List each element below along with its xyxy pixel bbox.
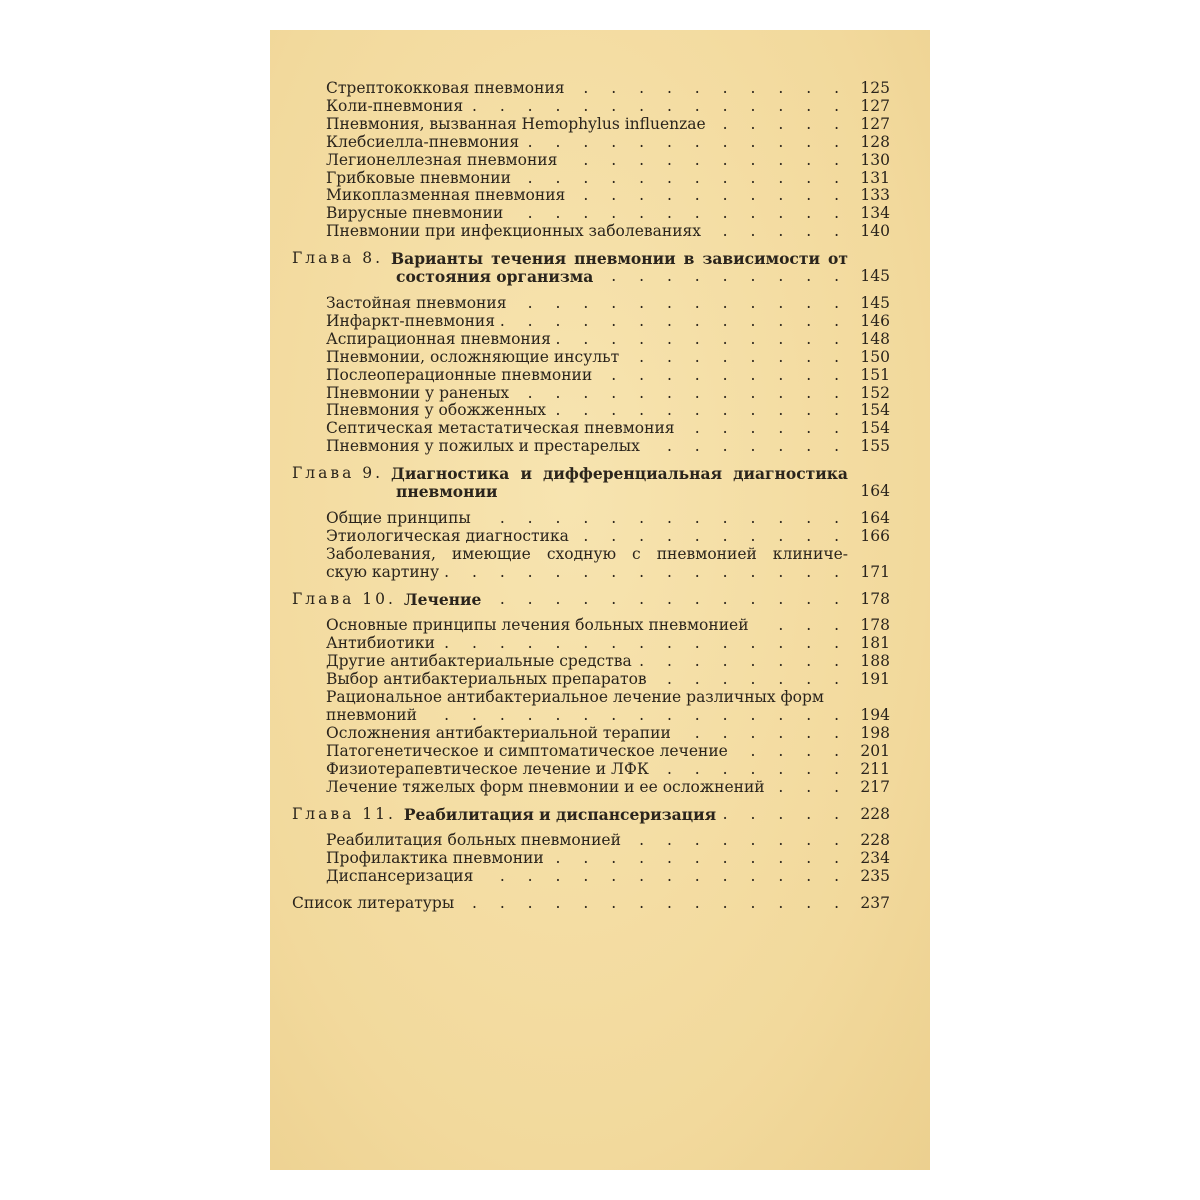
- toc-entry: [292, 635, 890, 653]
- dot-leader: [525, 134, 848, 152]
- toc-entry: [292, 385, 890, 403]
- title-word: зависимости: [702, 249, 820, 269]
- title-word: от: [828, 249, 848, 269]
- title-word: Заболевания,: [326, 544, 436, 563]
- toc-entry-page: 198: [860, 723, 890, 742]
- title-word: с: [632, 544, 641, 563]
- toc-entry-title: Микоплазменная пневмония: [326, 186, 566, 205]
- toc-entry-page: 152: [860, 383, 890, 402]
- toc-entry: [292, 295, 890, 313]
- dot-leader: [655, 761, 848, 779]
- toc-entry-title: Пневмония, вызванная Hemophylus influenzae: [326, 114, 706, 133]
- dot-leader: [598, 367, 848, 385]
- toc-entry: [292, 617, 890, 635]
- toc-entry-title: Профилактика пневмонии: [326, 849, 544, 868]
- toc-entry-page: 151: [860, 365, 890, 384]
- toc-section-ch10-items: [292, 617, 890, 689]
- toc-entry-page: 148: [860, 329, 890, 348]
- toc-entry-title: Грибковые пневмонии: [326, 168, 511, 187]
- toc-entry-title: Другие антибактериальные средства: [326, 652, 632, 671]
- dot-leader: [479, 868, 848, 886]
- chapter-9-title-line2: [292, 483, 890, 501]
- dot-leader: [487, 591, 848, 609]
- toc-entry-page: 155: [860, 437, 890, 456]
- title-word: Диагностика: [391, 464, 510, 484]
- dot-leader: [681, 420, 848, 438]
- toc-entry: [292, 653, 890, 671]
- toc-entry: [292, 313, 890, 331]
- toc-entry: [292, 205, 890, 223]
- toc-entry: [292, 850, 890, 868]
- toc-entry: [292, 743, 890, 761]
- chapter-8-label: Глава 8.: [292, 249, 384, 268]
- toc-entry-wrapped-line1: Рациональное антибактериальное лечение различных форм: [326, 688, 824, 707]
- toc-entry: [292, 331, 890, 349]
- dot-leader: [501, 313, 848, 331]
- dot-leader: [571, 80, 848, 98]
- bibliography-page: 237: [860, 894, 890, 913]
- toc-entry: [292, 223, 890, 241]
- toc-entry-page: 188: [860, 652, 890, 671]
- toc-entry: [292, 671, 890, 689]
- dot-leader: [552, 402, 848, 420]
- toc-entry-title: Пневмонии при инфекционных заболеваниях: [326, 222, 702, 241]
- chapter-8-title-line2: [292, 268, 890, 286]
- toc-chapter-8: [292, 250, 890, 286]
- dot-leader: [653, 671, 848, 689]
- toc-entry-title: Застойная пневмония: [326, 293, 507, 312]
- dot-leader: [771, 779, 848, 797]
- toc-entry-page: 217: [860, 777, 890, 796]
- bibliography-title: Список литературы: [292, 894, 455, 913]
- toc-entry-title: Осложнения антибактериальной терапии: [326, 723, 671, 742]
- dot-leader: [460, 895, 848, 913]
- toc-entry-wrapped-ch9: [292, 546, 890, 582]
- toc-entry-page: 211: [860, 759, 890, 778]
- toc-entry: [292, 420, 890, 438]
- dot-leader: [625, 349, 848, 367]
- toc-entry-title: Лечение тяжелых форм пневмонии и ее осложнений: [326, 777, 765, 796]
- toc-entry: [292, 80, 890, 98]
- toc-entry-page: 171: [860, 562, 890, 581]
- title-word: имеющие: [451, 544, 531, 563]
- dot-leader: [707, 223, 848, 241]
- toc-entry-page: 201: [860, 741, 890, 760]
- dot-leader: [563, 152, 848, 170]
- title-word: Варианты: [391, 249, 484, 269]
- dot-leader: [517, 170, 848, 188]
- toc-entry-page: 146: [860, 311, 890, 330]
- chapter-10-page: 178: [860, 589, 890, 608]
- dot-leader: [550, 850, 848, 868]
- toc-entry-title: Реабилитация больных пневмонией: [326, 831, 621, 850]
- toc-section-ch7-items: [292, 80, 890, 241]
- title-word: и: [520, 464, 532, 484]
- toc-entry-page: 130: [860, 150, 890, 169]
- toc-entry: [292, 438, 890, 456]
- toc-entry-title: Общие принципы: [326, 508, 471, 527]
- dot-leader: [722, 806, 848, 824]
- dot-leader: [512, 295, 848, 313]
- toc-entry-title: Диспансеризация: [326, 867, 474, 886]
- toc-entry: [292, 170, 890, 188]
- toc-entry-title: Легионеллезная пневмония: [326, 150, 558, 169]
- dot-leader: [638, 653, 848, 671]
- toc-entry: [292, 402, 890, 420]
- chapter-8-title-line1: [292, 250, 890, 268]
- toc-entry: [292, 152, 890, 170]
- toc-entry-page: 154: [860, 419, 890, 438]
- toc-entry-title: Физиотерапевтическое лечение и ЛФК: [326, 759, 649, 778]
- toc-entry-page: 164: [860, 508, 890, 527]
- toc-entry: [292, 98, 890, 116]
- title-word: сходную: [546, 544, 617, 563]
- chapter-8-title-words: [383, 250, 890, 268]
- dot-leader: [755, 617, 848, 635]
- toc-entry-title: Аспирационная пневмония: [326, 329, 551, 348]
- dot-leader: [599, 268, 848, 286]
- chapter-8-title-cont: состояния организма: [396, 267, 594, 287]
- toc-entry-page: 134: [860, 204, 890, 223]
- toc-entry-title: Выбор антибактериальных препаратов: [326, 670, 647, 689]
- toc-entry-page: 133: [860, 186, 890, 205]
- dot-leader: [734, 743, 848, 761]
- toc-entry-page: 140: [860, 222, 890, 241]
- toc-entry-page: 178: [860, 616, 890, 635]
- toc-entry: [292, 187, 890, 205]
- chapter-11-title: Реабилитация и диспансеризация: [403, 804, 717, 824]
- dot-leader: [646, 438, 848, 456]
- chapter-10-label: Глава 10.: [292, 589, 396, 608]
- toc-entry-title: Основные принципы лечения больных пневмонией: [326, 616, 749, 635]
- dot-leader: [469, 98, 848, 116]
- toc-entry-title: Пневмония у обожженных: [326, 401, 546, 420]
- chapter-9-page: 164: [860, 482, 890, 501]
- book-page: [270, 30, 930, 1170]
- toc-chapter-10: [292, 591, 890, 609]
- toc-entry: [292, 761, 890, 779]
- toc-entry: [292, 349, 890, 367]
- toc-entry-title: Этиологическая диагностика: [326, 526, 569, 545]
- toc-section-ch9-items: [292, 510, 890, 546]
- toc-entry-title: Коли-пневмония: [326, 96, 464, 115]
- chapter-11-label: Глава 11.: [292, 804, 396, 823]
- toc-entry-title: Пневмонии у раненых: [326, 383, 510, 402]
- toc-entry: [292, 832, 890, 850]
- toc-entry: [292, 868, 890, 886]
- toc-entry-title: Стрептококковая пневмония: [326, 79, 565, 97]
- toc-entry-title: скую картину: [326, 562, 440, 581]
- chapter-11-page: 228: [860, 804, 890, 823]
- toc-entry-wrapped-line2: [292, 564, 890, 582]
- toc-entry: [292, 510, 890, 528]
- dot-leader: [627, 832, 848, 850]
- toc-entry-title: пневмоний: [326, 706, 417, 724]
- chapter-9-label: Глава 9.: [292, 464, 384, 483]
- chapter-9-title-words: [383, 465, 890, 483]
- dot-leader: [423, 707, 848, 725]
- toc-entry: [292, 116, 890, 134]
- toc-entry: [292, 134, 890, 152]
- chapter-8-page: 145: [860, 267, 890, 286]
- chapter-9-title-cont: пневмонии: [396, 482, 498, 502]
- toc-entry: [292, 725, 890, 743]
- toc-entry-page: 131: [860, 168, 890, 187]
- toc-section-ch11-items: [292, 832, 890, 886]
- toc-entry-page: 125: [860, 79, 890, 97]
- dot-leader: [712, 116, 848, 134]
- dot-leader: [509, 205, 848, 223]
- toc-entry-page: 194: [860, 706, 890, 724]
- title-word: течения: [491, 249, 567, 269]
- title-word: пневмонии: [574, 249, 676, 269]
- title-word: в: [683, 249, 695, 269]
- toc-bibliography: [292, 895, 890, 913]
- dot-leader: [557, 331, 848, 349]
- toc-entry-title: Антибиотики: [326, 634, 435, 653]
- toc-entry-page: 191: [860, 670, 890, 689]
- toc-entry-page: 127: [860, 96, 890, 115]
- toc-entry-page: 128: [860, 132, 890, 151]
- title-word: диагностика: [733, 464, 848, 484]
- chapter-10-title: Лечение: [403, 589, 482, 609]
- toc-entry-title: Вирусные пневмонии: [326, 204, 504, 223]
- toc-chapter-9: [292, 465, 890, 501]
- toc-entry-page: 228: [860, 831, 890, 850]
- toc-entry-title: Послеоперационные пневмонии: [326, 365, 593, 384]
- toc-entry-title: Инфаркт-пневмония: [326, 311, 496, 330]
- toc-entry-title: Патогенетическое и симптоматическое лечение: [326, 741, 728, 760]
- title-word: дифференциальная: [543, 464, 723, 484]
- toc-entry-wrapped-ch10: [292, 689, 890, 725]
- toc-entry: [292, 779, 890, 797]
- toc-entry-wrapped-line2: [292, 707, 890, 725]
- chapter-9-title-line1: [292, 465, 890, 483]
- toc-entry: [292, 367, 890, 385]
- toc-entry-title: Клебсиелла-пневмония: [326, 132, 520, 151]
- toc-entry-page: 127: [860, 114, 890, 133]
- toc-entry-page: 150: [860, 347, 890, 366]
- dot-leader: [441, 635, 848, 653]
- toc-entry-title: Септическая метастатическая пневмония: [326, 419, 675, 438]
- toc-section-ch10-items-cont: [292, 725, 890, 797]
- table-of-contents: [292, 80, 890, 913]
- dot-leader: [677, 725, 848, 743]
- toc-entry-title: Пневмония у пожилых и престарелых: [326, 437, 640, 456]
- toc-section-ch8-items: [292, 295, 890, 456]
- dot-leader: [477, 510, 848, 528]
- toc-entry-wrapped-line1: [292, 546, 890, 564]
- dot-leader: [515, 385, 848, 403]
- toc-entry-page: 154: [860, 401, 890, 420]
- toc-chapter-11: [292, 806, 890, 824]
- toc-entry-page: 234: [860, 849, 890, 868]
- toc-entry-title: Пневмонии, осложняющие инсульт: [326, 347, 620, 366]
- toc-entry-page: 166: [860, 526, 890, 545]
- title-word: клиниче-: [772, 544, 848, 563]
- dot-leader: [571, 187, 848, 205]
- toc-entry-page: 235: [860, 867, 890, 886]
- toc-entry: [292, 528, 890, 546]
- toc-entry-page: 145: [860, 293, 890, 312]
- title-word: пневмонией: [656, 544, 757, 563]
- dot-leader: [445, 564, 848, 582]
- toc-entry-page: 181: [860, 634, 890, 653]
- dot-leader: [575, 528, 848, 546]
